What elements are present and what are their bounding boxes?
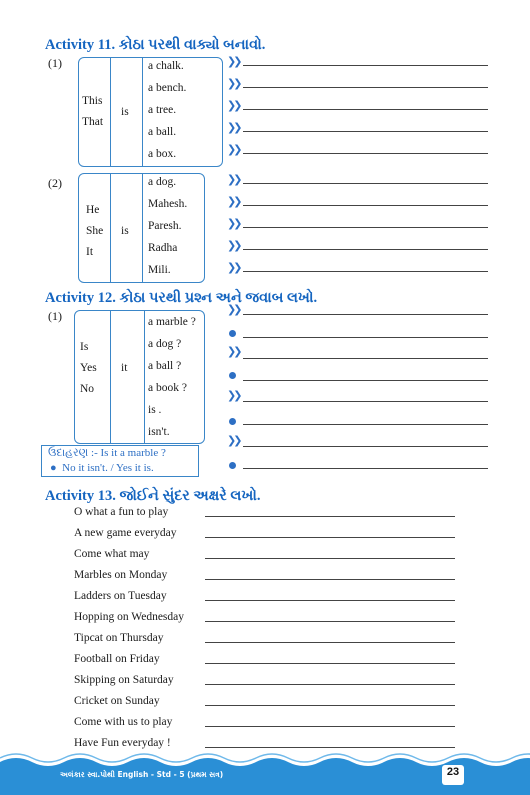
table-cell: a bench.	[148, 82, 187, 94]
writing-line[interactable]	[243, 424, 488, 425]
table-cell: Yes	[80, 362, 97, 374]
rhyme-line: Have Fun everyday !	[74, 737, 171, 749]
table-cell: a chalk.	[148, 60, 184, 72]
writing-line[interactable]	[205, 621, 455, 622]
chevron-bullet-icon: ❯❯	[227, 143, 240, 156]
chevron-bullet-icon: ❯❯	[227, 121, 240, 134]
writing-line[interactable]	[205, 600, 455, 601]
table-cell: a ball.	[148, 126, 177, 138]
writing-line[interactable]	[243, 65, 488, 66]
writing-line[interactable]	[205, 579, 455, 580]
table-cell: This	[82, 95, 103, 107]
chevron-bullet-icon: ❯❯	[227, 99, 240, 112]
writing-line[interactable]	[205, 663, 455, 664]
writing-line[interactable]	[243, 109, 488, 110]
table-divider	[142, 174, 143, 282]
writing-line[interactable]	[243, 249, 488, 250]
page-number: 23	[446, 766, 460, 778]
table-cell: Is	[80, 341, 89, 353]
table-cell: No	[80, 383, 95, 395]
table-cell: It	[86, 246, 94, 258]
table-cell: it	[121, 362, 128, 374]
rhyme-line: Come with us to play	[74, 716, 173, 728]
table-number: (1)	[48, 56, 62, 70]
chevron-bullet-icon: ❯❯	[227, 345, 240, 358]
table-cell: a box.	[148, 148, 177, 160]
writing-line[interactable]	[205, 558, 455, 559]
table-cell: is	[121, 106, 129, 118]
answer-dot-icon	[229, 462, 236, 469]
table-cell: is .	[148, 404, 162, 416]
table-divider	[110, 311, 111, 443]
writing-line[interactable]	[243, 401, 488, 402]
answer-dot-icon	[229, 330, 236, 337]
example-box	[41, 445, 199, 477]
writing-line[interactable]	[243, 358, 488, 359]
rhyme-line: Tipcat on Thursday	[74, 632, 164, 644]
table-number: (2)	[48, 176, 62, 190]
table-cell: a book ?	[148, 382, 187, 394]
writing-line[interactable]	[243, 205, 488, 206]
table-number: (1)	[48, 309, 62, 323]
writing-line[interactable]	[243, 468, 488, 469]
rhyme-line: Ladders on Tuesday	[74, 590, 167, 602]
writing-line[interactable]	[243, 87, 488, 88]
chevron-bullet-icon: ❯❯	[227, 195, 240, 208]
chevron-bullet-icon: ❯❯	[227, 239, 240, 252]
chevron-bullet-icon: ❯❯	[227, 55, 240, 68]
book-title: અલંકાર સ્વા.પોથી English - Std - 5 (પ્રથમ સત્ર)	[60, 770, 224, 779]
chevron-bullet-icon: ❯❯	[227, 434, 240, 447]
rhyme-line: A new game everyday	[74, 527, 177, 539]
chevron-bullet-icon: ❯❯	[227, 77, 240, 90]
rhyme-line: Hopping on Wednesday	[74, 611, 185, 623]
table-cell: a dog.	[148, 176, 177, 188]
activity-12-title: Activity 12. કોઠા પરથી પ્રશ્ન અને જવાબ લખો.	[45, 290, 318, 306]
example-question: ઉદાહરણ :- Is it a marble ?	[48, 447, 166, 459]
table-cell: a tree.	[148, 104, 177, 116]
writing-line[interactable]	[243, 227, 488, 228]
writing-line[interactable]	[243, 131, 488, 132]
writing-line[interactable]	[205, 642, 455, 643]
writing-line[interactable]	[243, 153, 488, 154]
table-cell: He	[86, 204, 100, 216]
table-cell: isn't.	[148, 426, 170, 438]
chevron-bullet-icon: ❯❯	[227, 261, 240, 274]
answer-dot-icon	[229, 372, 236, 379]
question-table	[74, 310, 205, 444]
writing-line[interactable]	[205, 705, 455, 706]
writing-line[interactable]	[205, 726, 455, 727]
table-cell: is	[121, 225, 129, 237]
writing-line[interactable]	[243, 183, 488, 184]
rhyme-line: O what a fun to play	[74, 506, 169, 518]
chevron-bullet-icon: ❯❯	[227, 173, 240, 186]
chevron-bullet-icon: ❯❯	[227, 217, 240, 230]
table-divider	[110, 174, 111, 282]
table-cell: Radha	[148, 242, 178, 254]
writing-line[interactable]	[243, 380, 488, 381]
table-divider	[110, 58, 111, 166]
table-cell: Mahesh.	[148, 198, 188, 210]
activity-11-title: Activity 11. કોઠા પરથી વાક્યો બનાવો.	[45, 37, 266, 53]
writing-line[interactable]	[243, 314, 488, 315]
writing-line[interactable]	[243, 271, 488, 272]
table-cell: Paresh.	[148, 220, 182, 232]
rhyme-line: Cricket on Sunday	[74, 695, 160, 707]
chevron-bullet-icon: ❯❯	[227, 389, 240, 402]
writing-line[interactable]	[205, 747, 455, 748]
rhyme-line: Football on Friday	[74, 653, 160, 665]
rhyme-line: Come what may	[74, 548, 150, 560]
writing-line[interactable]	[243, 446, 488, 447]
writing-line[interactable]	[205, 516, 455, 517]
table-cell: a dog ?	[148, 338, 182, 350]
table-divider	[144, 311, 145, 443]
table-cell: That	[82, 116, 104, 128]
writing-line[interactable]	[205, 537, 455, 538]
rhyme-line: Skipping on Saturday	[74, 674, 174, 686]
answer-dot-icon	[229, 418, 236, 425]
table-cell: She	[86, 225, 104, 237]
example-answer-text: No it isn't. / Yes it is.	[62, 462, 154, 474]
example-answer	[50, 462, 154, 474]
table-cell: Mili.	[148, 264, 171, 276]
table-cell: a marble ?	[148, 316, 196, 328]
activity-13-title: Activity 13. જોઈને સુંદર અક્ષરે લખો.	[45, 488, 261, 504]
writing-line[interactable]	[205, 684, 455, 685]
table-cell: a ball ?	[148, 360, 182, 372]
rhyme-line: Marbles on Monday	[74, 569, 168, 581]
writing-line[interactable]	[243, 337, 488, 338]
chevron-bullet-icon: ❯❯	[227, 303, 240, 316]
bullet-dot-icon: ●	[50, 462, 57, 474]
table-divider	[142, 58, 143, 166]
